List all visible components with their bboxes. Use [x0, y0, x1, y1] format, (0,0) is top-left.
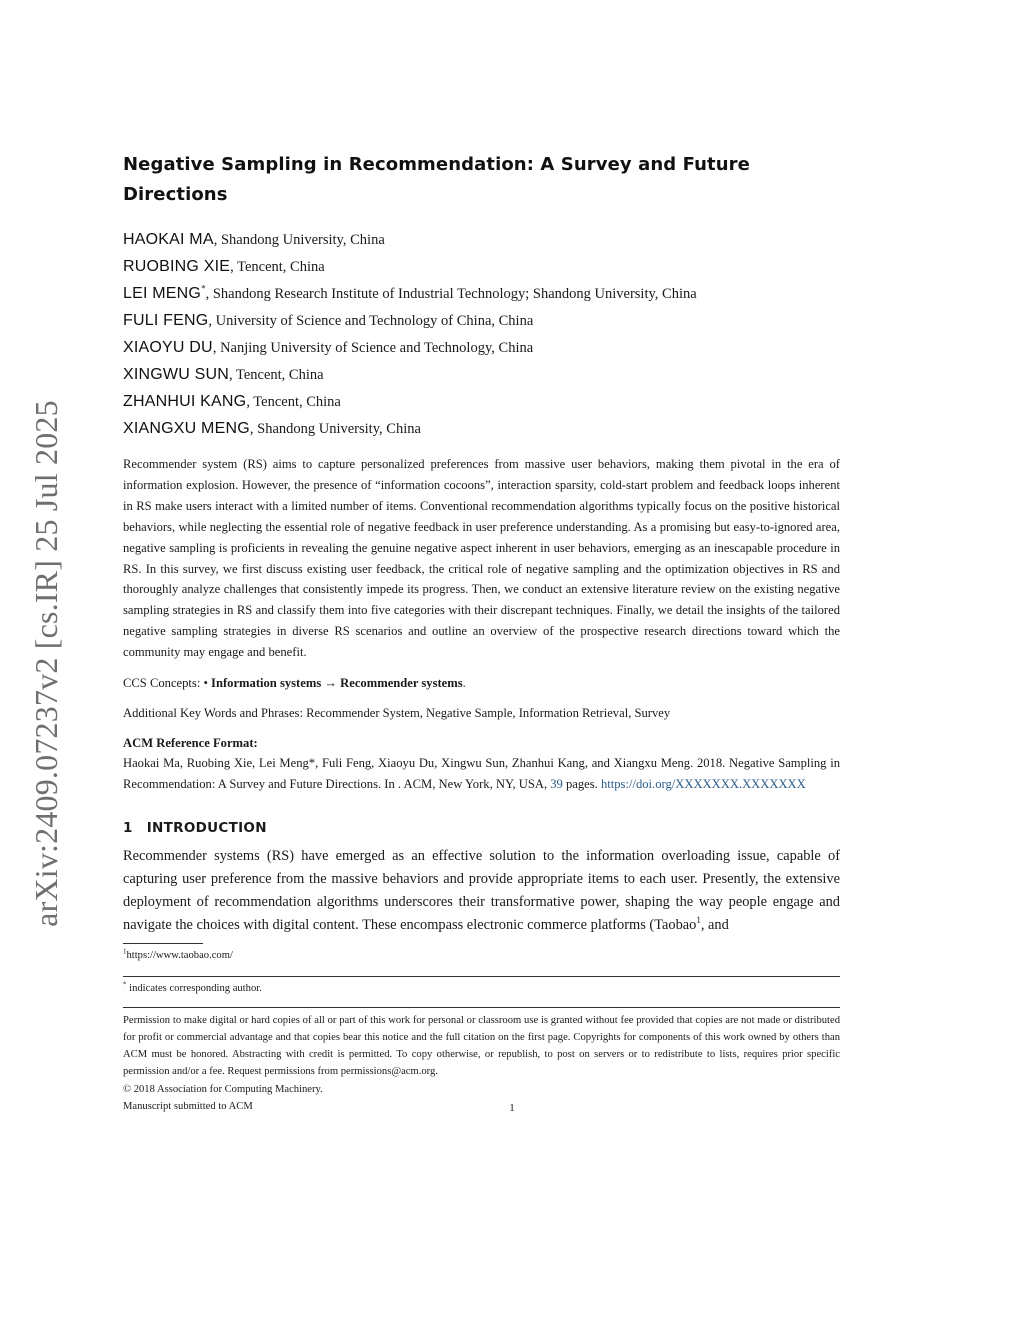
- intro-text: Recommender systems (RS) have emerged as an effective solution to the information overloading issue, capable of capturing user preference from the massive behaviors and provide appropriate items to each user. Presently, the extensive deployment of recommendation algorithms underscores their transformative power, shaping the way people engage and navigate the choices with digital content. These encompass electronic commerce platforms (Taobao: [123, 848, 840, 934]
- author-entry: [123, 388, 840, 415]
- author-name: FULI FENG: [123, 312, 209, 329]
- author-affiliation: , Shandong University, China: [213, 232, 385, 248]
- paper-page: [123, 150, 840, 1115]
- author-name: ZHANHUI KANG: [123, 393, 247, 410]
- author-affiliation: , Nanjing University of Science and Technology, China: [212, 340, 534, 356]
- author-entry: [123, 307, 840, 334]
- footnote-url: https://www.taobao.com/: [126, 950, 233, 962]
- author-affiliation: , Tencent, China: [230, 259, 325, 275]
- author-entry: [123, 334, 840, 361]
- ccs-end: .: [462, 676, 466, 691]
- ccs-arrow: →: [321, 676, 341, 691]
- author-name: XIAOYU DU: [123, 339, 213, 356]
- permission-notice: Permission to make digital or hard copies of all or part of this work for personal or classroom use is granted without fee provided that copies are not made or distributed for profit or commercial advantage and that copies bear this notice and the full citation on the first page. Copyrights for components of this work owned by others than ACM must be honored. Abstracting with credit is permitted. To copy otherwise, or republish, to post on servers or to redistribute to lists, requires prior specific permission and/or a fee. Request permissions from permissions@acm.org.: [123, 1015, 840, 1078]
- author-entry: [123, 415, 840, 442]
- author-name: HAOKAI MA: [123, 231, 214, 248]
- pages-link[interactable]: 39: [550, 777, 563, 792]
- author-affiliation: , Tencent, China: [229, 367, 324, 383]
- author-entry: [123, 280, 840, 307]
- author-name: RUOBING XIE: [123, 258, 231, 275]
- paper-title: Negative Sampling in Recommendation: A Survey and Future Directions: [123, 154, 750, 205]
- author-name: LEI MENG: [123, 285, 202, 302]
- pages-word: pages.: [562, 777, 601, 792]
- ccs-label: CCS Concepts:: [123, 676, 204, 691]
- footnote-rule: [123, 943, 203, 944]
- author-name: XIANGXU MENG: [123, 420, 250, 437]
- ccs-concepts: [123, 673, 840, 693]
- doi-link[interactable]: https://doi.org/XXXXXXX.XXXXXXX: [600, 777, 806, 792]
- footnote-ref[interactable]: 1: [696, 915, 701, 926]
- author-list: [123, 226, 840, 442]
- reference-format-heading: ACM Reference Format:: [123, 736, 258, 751]
- ccs-concept: Information systems: [211, 676, 322, 691]
- arxiv-side-identifier: [10, 383, 82, 943]
- reference-text: Haokai Ma, Ruobing Xie, Lei Meng*, Fuli Feng, Xiaoyu Du, Xingwu Sun, Zhanhui Kang, and Xiangxu Meng. 2018. Negative Sampling in Recommendation: A Survey and Future Directions. In . ACM, New York, NY, USA,: [123, 756, 840, 792]
- reference-format: [123, 753, 840, 795]
- author-name: XINGWU SUN: [123, 366, 229, 383]
- footnote-text: indicates corresponding author.: [126, 983, 262, 995]
- footnote-taobao: [123, 948, 840, 964]
- section-heading: [123, 817, 840, 839]
- author-affiliation: , University of Science and Technology of China, China: [208, 313, 534, 329]
- author-affiliation: , Shandong Research Institute of Industrial Technology; Shandong University, China: [205, 286, 697, 302]
- section-number: 1: [123, 820, 133, 837]
- abstract: Recommender system (RS) aims to capture personalized preferences from massive user behaviors, making them pivotal in the era of information explosion. However, the presence of “information cocoons”, interaction sparsity, cold-start problem and feedback loops inherent in RS make users interact with a limited number of items. Conventional recommendation algorithms typically focus on the positive historical behaviors, while neglecting the essential role of negative feedback in user preference understanding. As a promising but easy-to-ignored area, negative sampling is proficients in revealing the genuine negative aspect inherent in user behaviors, emerging as an inescapable procedure in RS. In this survey, we first discuss existing user feedback, the critical role of negative sampling and the optimization objectives in RS and thoroughly analyze challenges that consistently impede its progress. Then, we conduct an extensive literature review on the existing negative sampling strategies in RS and classify them into five categories with their discrepant techniques. Finally, we detail the insights of the tailored negative sampling strategies in diverse RS scenarios and outline an overview of the prospective research directions toward which the community may engage and benefit.: [123, 457, 840, 660]
- keywords: Additional Key Words and Phrases: Recommender System, Negative Sample, Information Retrieval, Survey: [123, 706, 671, 721]
- ccs-subconcept: Recommender systems: [340, 676, 463, 691]
- author-entry: [123, 226, 840, 253]
- permission-divider: [123, 1007, 840, 1008]
- author-affiliation: , Tencent, China: [246, 394, 341, 410]
- footnote-mark: 1: [123, 947, 127, 956]
- page-number: 1: [509, 1102, 515, 1114]
- author-mark: *: [201, 283, 206, 294]
- author-affiliation: , Shandong University, China: [249, 421, 421, 437]
- section-title: INTRODUCTION: [146, 820, 267, 837]
- author-entry: [123, 253, 840, 280]
- copyright-line: © 2018 Association for Computing Machinery.: [123, 1084, 323, 1096]
- introduction-paragraph: [123, 845, 840, 937]
- manuscript-note: Manuscript submitted to ACM: [123, 1101, 253, 1113]
- footnote-corresponding: [123, 981, 840, 997]
- footnote-divider: [123, 976, 840, 977]
- author-entry: [123, 361, 840, 388]
- intro-tail: , and: [700, 917, 729, 934]
- ccs-bullet: •: [203, 676, 212, 691]
- footnote-star: *: [123, 980, 127, 989]
- arxiv-id-text: arXiv:2409.07237v2 [cs.IR] 25 Jul 2025: [27, 399, 64, 927]
